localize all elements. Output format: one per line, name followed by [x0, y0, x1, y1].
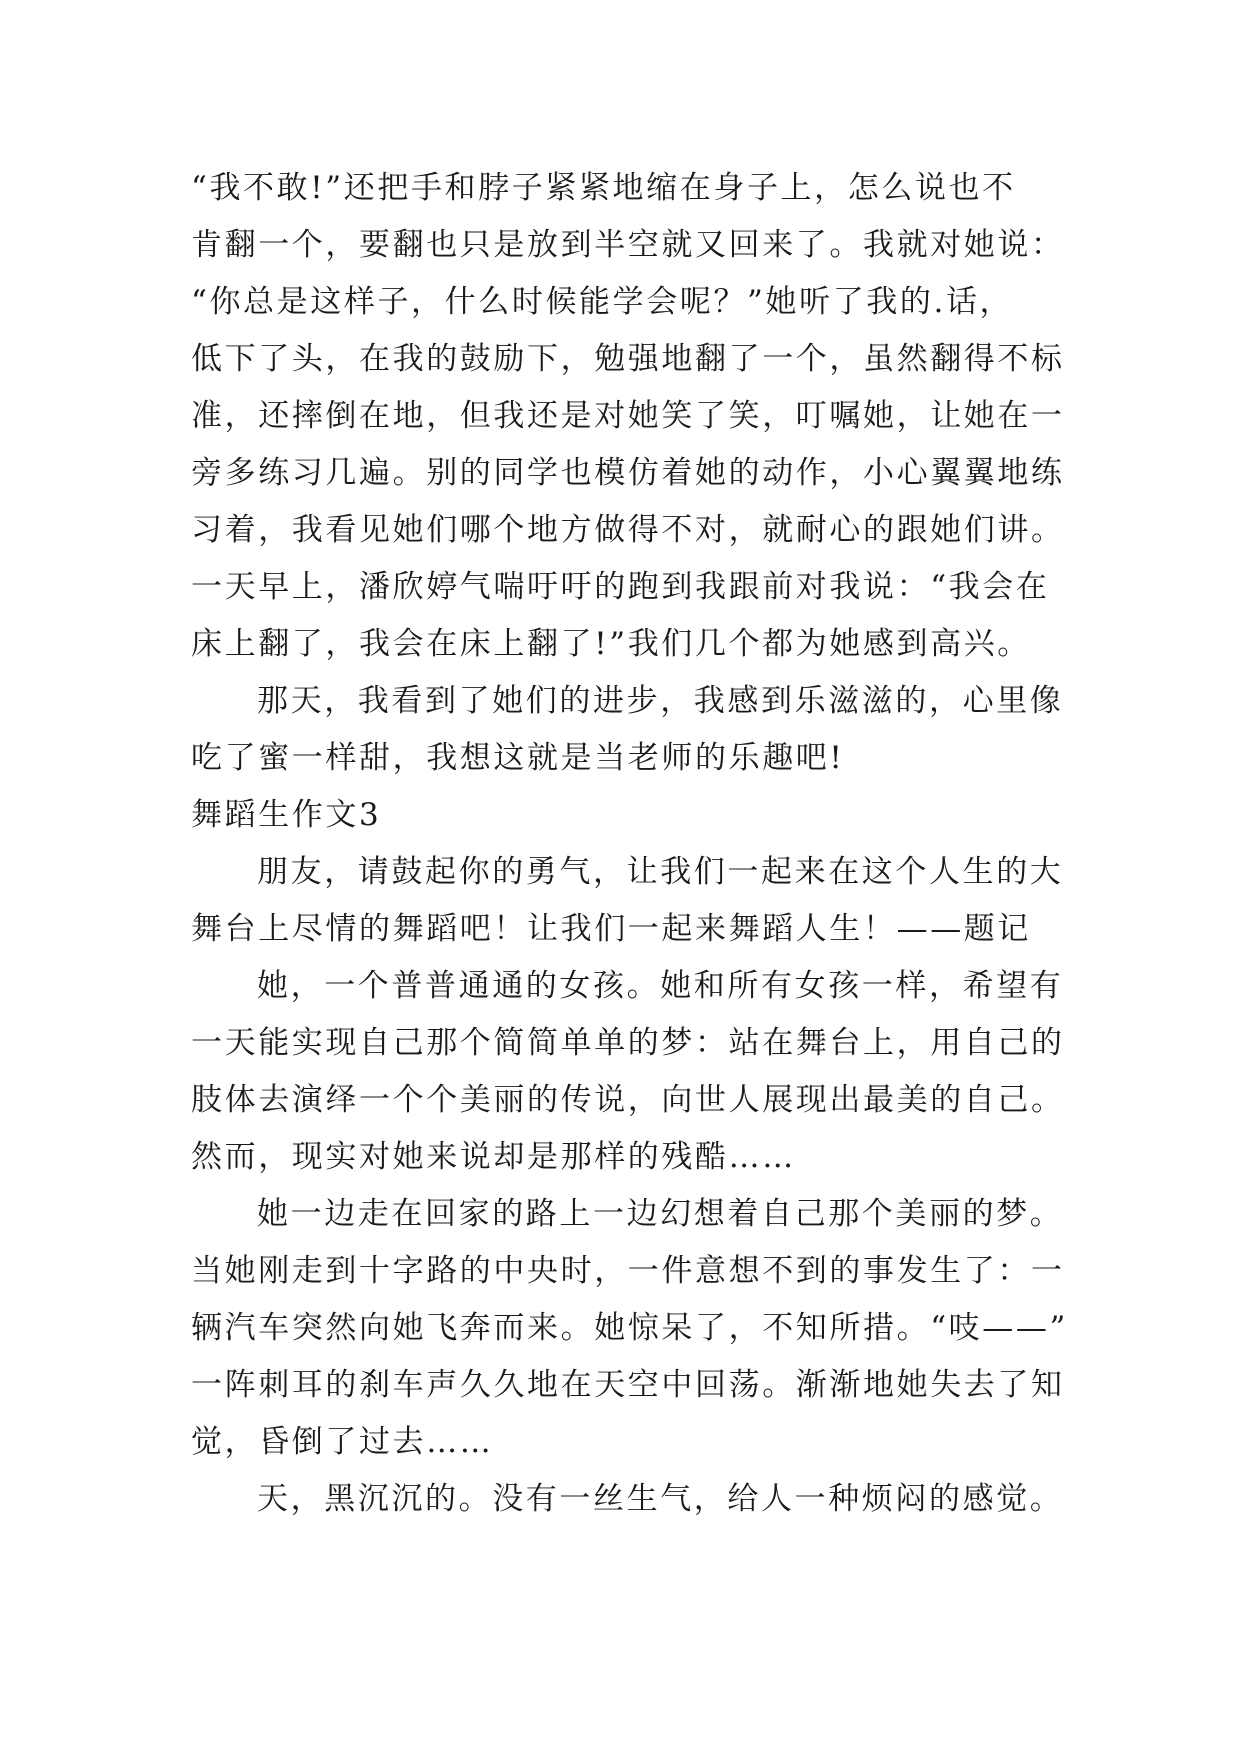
- text-line: 低下了头，在我的鼓励下，勉强地翻了一个，虽然翻得不标: [191, 341, 1065, 377]
- text-line: “你总是这样子，什么时候能学会呢？”她听了我的.话，: [191, 284, 1014, 320]
- paragraph-start-line: 她一边走在回家的路上一边幻想着自己那个美丽的梦。: [257, 1196, 1064, 1232]
- text-line: 一阵刺耳的刹车声久久地在天空中回荡。渐渐地她失去了知: [191, 1367, 1065, 1403]
- paragraph-start-line: 她，一个普普通通的女孩。她和所有女孩一样，希望有: [257, 968, 1064, 1004]
- text-line: 当她刚走到十字路的中央时，一件意想不到的事发生了：一: [191, 1253, 1065, 1289]
- text-line: 肢体去演绎一个个美丽的传说，向世人展现出最美的自己。: [191, 1082, 1065, 1118]
- text-line: 觉，昏倒了过去……: [191, 1424, 494, 1460]
- paragraph-start-line: 天，黑沉沉的。没有一丝生气，给人一种烦闷的感觉。: [257, 1481, 1064, 1517]
- text-line: 吃了蜜一样甜，我想这就是当老师的乐趣吧!: [191, 740, 845, 776]
- section-heading: 舞蹈生作文3: [191, 797, 382, 833]
- text-line: 准，还摔倒在地，但我还是对她笑了笑，叮嘱她，让她在一: [191, 398, 1065, 434]
- paragraph-start-line: 那天，我看到了她们的进步，我感到乐滋滋的，心里像: [257, 683, 1064, 719]
- text-line: 然而，现实对她来说却是那样的残酷……: [191, 1139, 796, 1175]
- text-line: 肯翻一个，要翻也只是放到半空就又回来了。我就对她说：: [191, 227, 1065, 263]
- text-line: 辆汽车突然向她飞奔而来。她惊呆了，不知所措。“吱——”: [191, 1310, 1068, 1346]
- text-line: 一天早上，潘欣婷气喘吁吁的跑到我跟前对我说：“我会在: [191, 569, 1050, 605]
- text-line: 舞台上尽情的舞蹈吧！让我们一起来舞蹈人生！——题记: [191, 911, 1031, 947]
- text-line: 旁多练习几遍。别的同学也模仿着她的动作，小心翼翼地练: [191, 455, 1065, 491]
- text-line: 一天能实现自己那个简简单单的梦：站在舞台上，用自己的: [191, 1025, 1065, 1061]
- essay-body: [191, 160, 1071, 1528]
- paragraph-start-line: 朋友，请鼓起你的勇气，让我们一起来在这个人生的大: [257, 854, 1064, 890]
- text-line: 床上翻了，我会在床上翻了!”我们几个都为她感到高兴。: [191, 626, 1031, 662]
- text-line: “我不敢!”还把手和脖子紧紧地缩在身子上，怎么说也不: [191, 170, 1016, 206]
- text-line: 习着，我看见她们哪个地方做得不对，就耐心的跟她们讲。: [191, 512, 1065, 548]
